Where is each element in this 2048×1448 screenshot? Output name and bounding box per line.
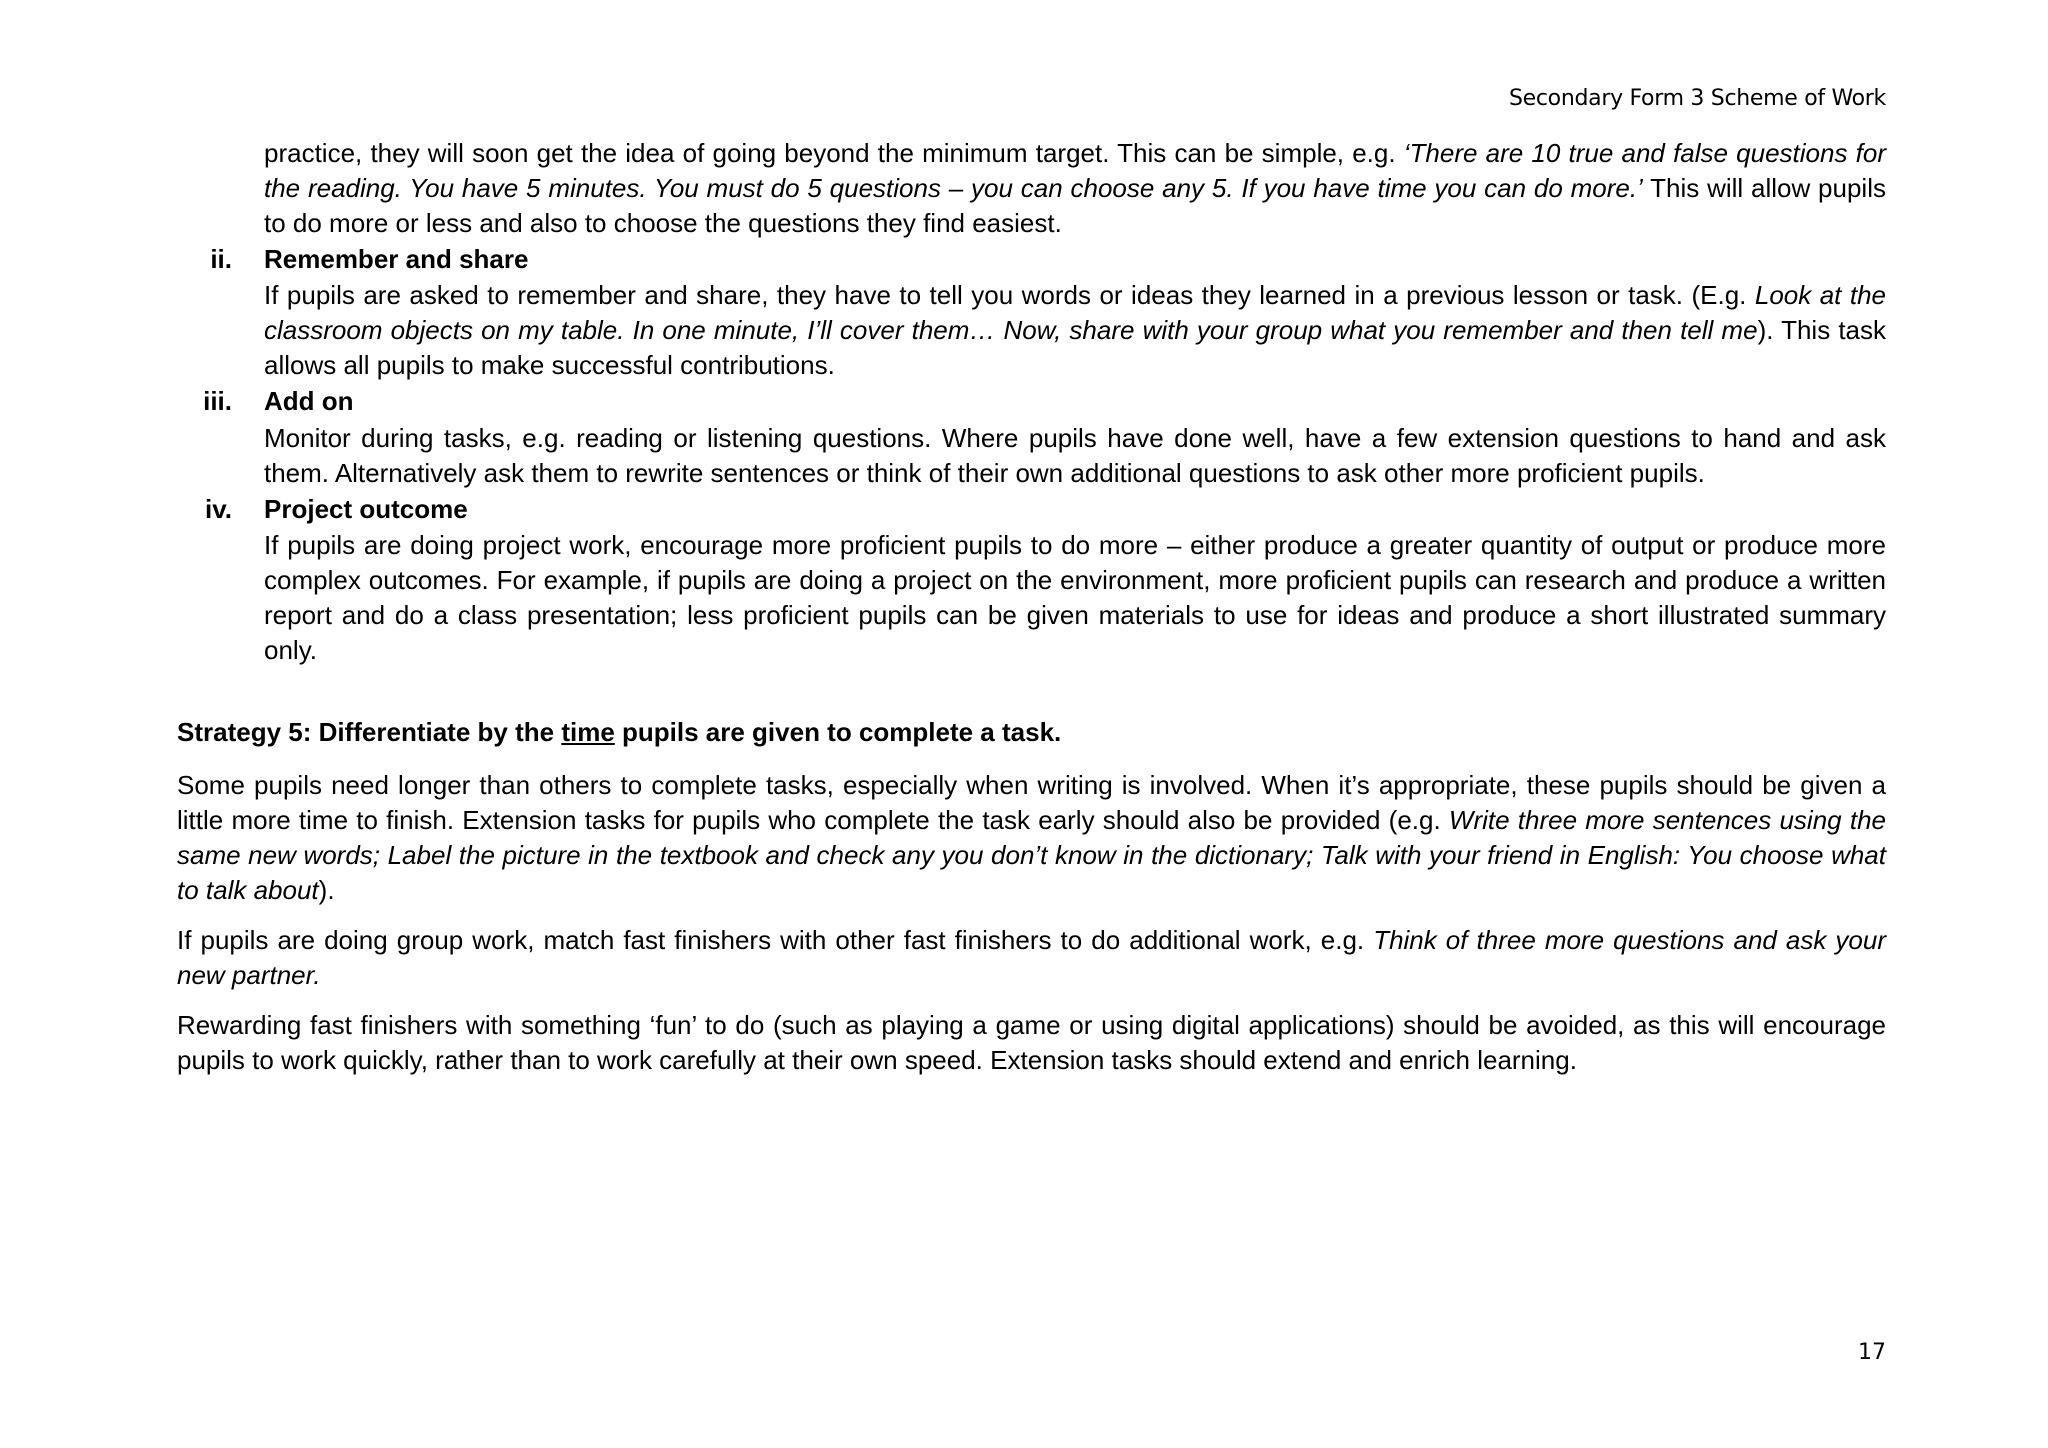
list-item-title: Add on (264, 386, 354, 416)
section-heading (177, 715, 1061, 750)
page-number: 17 (1858, 1340, 1886, 1365)
text-run: practice, they will soon get the idea of going beyond the minimum target. This can be simple, e.g. (264, 138, 1404, 168)
italic-text-run: Think of three more questions and ask your new partner. (177, 925, 1886, 990)
list-item-body (264, 528, 1886, 668)
list-item-title: Project outcome (264, 494, 468, 524)
text-run: This will allow pupils to do more or less and also to choose the questions they find easiest. (264, 173, 1886, 238)
text-run: Rewarding fast finishers with something ‘fun’ to do (such as playing a game or using digital applications) should be avoided, as this will encourage pupils to work quickly, rather than to work carefully at their own speed. Extension tasks should extend and enrich learning. (177, 1010, 1886, 1075)
heading-text: pupils are given to complete a task. (614, 717, 1062, 747)
list-numeral: iv. (205, 494, 232, 524)
text-run: If pupils are doing group work, match fast finishers with other fast finishers to do additional work, e.g. (177, 925, 1374, 955)
paragraph (177, 768, 1886, 908)
text-run: If pupils are asked to remember and share, they have to tell you words or ideas they learned in a previous lesson or task. (E.g. (264, 280, 1755, 310)
text-run: Monitor during tasks, e.g. reading or listening questions. Where pupils have done well, have a few extension questions to hand and ask them. Alternatively ask them to rewrite sentences or think of their own additional questions to ask other more proficient pupils. (264, 423, 1886, 488)
text-run: Some pupils need longer than others to complete tasks, especially when writing is involved. When it’s appropriate, these pupils should be given a little more time to finish. Extension tasks for pupils who complete the task early should also be provided (e.g. (177, 770, 1886, 835)
italic-text-run: Write three more sentences using the same new words; Label the picture in the textbook and check any you don’t know in the dictionary; Talk with your friend in English: You choose what to talk about (177, 805, 1886, 905)
list-numeral: iii. (203, 386, 232, 416)
heading-underlined-text: time (561, 717, 615, 747)
continuation-paragraph (264, 136, 1886, 241)
list-item-body (264, 278, 1886, 383)
text-run: ). This task allows all pupils to make successful contributions. (264, 315, 1886, 380)
italic-text-run: Look at the classroom objects on my table. In one minute, I’ll cover them… Now, share with your group what you remember and then tell me (264, 280, 1887, 345)
list-item-body (264, 421, 1886, 491)
text-run: If pupils are doing project work, encourage more proficient pupils to do more – either produce a greater quantity of output or produce more complex outcomes. For example, if pupils are doing a project on the environment, more proficient pupils can research and produce a written report and do a class presentation; less proficient pupils can be given materials to use for ideas and produce a short illustrated summary only. (264, 530, 1886, 665)
running-header: Secondary Form 3 Scheme of Work (1508, 86, 1886, 111)
heading-text: Strategy 5: Differentiate by the (177, 717, 562, 747)
italic-text-run: ‘There are 10 true and false questions for the reading. You have 5 minutes. You must do 5 questions – you can choose any 5. If you have time you can do more.’ (264, 138, 1886, 203)
paragraph (177, 1008, 1886, 1078)
list-numeral: ii. (210, 244, 232, 274)
list-item-title: Remember and share (264, 244, 529, 274)
text-run: ). (318, 875, 335, 905)
paragraph (177, 923, 1886, 993)
